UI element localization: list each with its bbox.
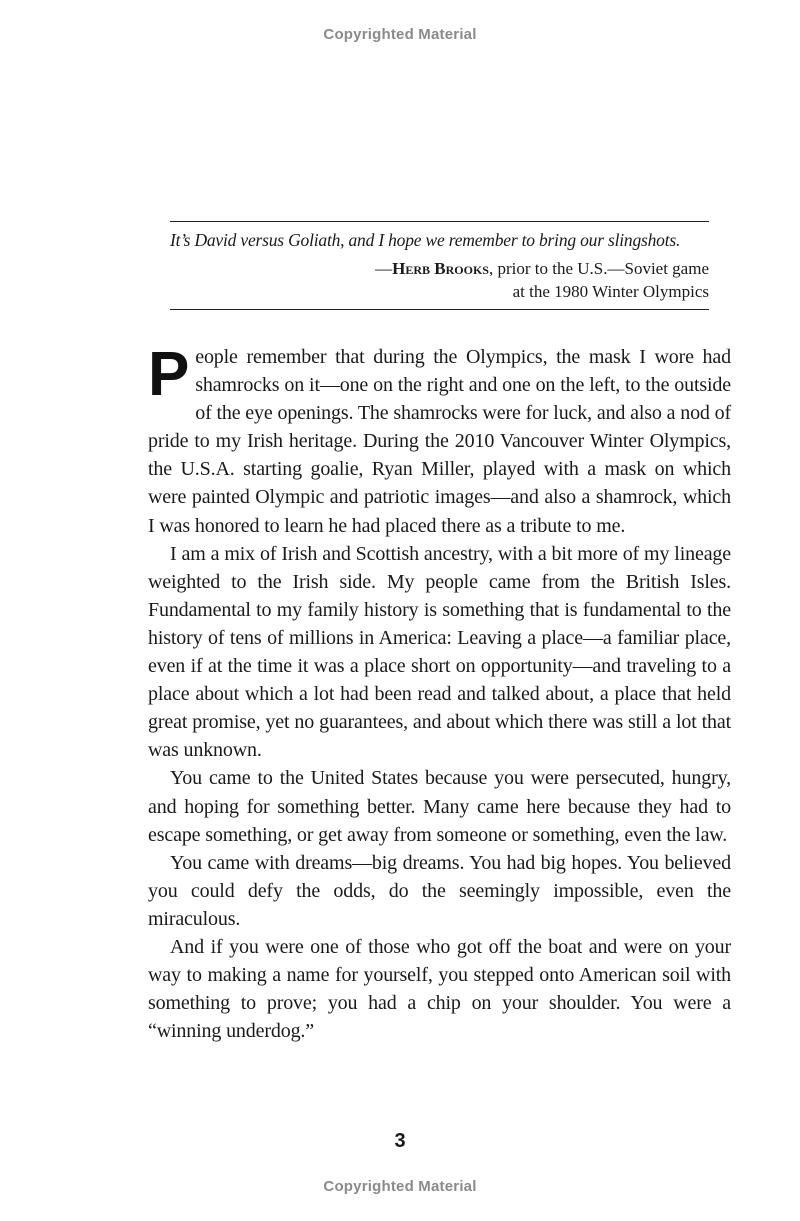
watermark-top: Copyrighted Material (323, 26, 477, 43)
epigraph-quote: It’s David versus Goliath, and I hope we remember to bring our slingshots. (170, 230, 681, 250)
attribution-context: , prior to the U.S.—Soviet game (488, 259, 709, 278)
chapter-body (148, 340, 731, 1045)
paragraph-1 (148, 340, 731, 540)
attribution-line-2: at the 1980 Winter Olympics (512, 282, 709, 301)
paragraph-1-text: eople remember that during the Olympics, the mask I wore had shamrocks on it—one on the right and one on the left, to the outside of the eye openings. The shamrocks were for luck, and also a nod of pride to my Irish heritage. During the 2010 Vancouver Winter Olympics, the U.S.A. starting goalie, Ryan Miller, played with a mask on which were painted Olympic and patriotic images—and also a shamrock, which I was honored to learn he had placed there as a tribute to me. (148, 346, 731, 537)
epigraph (170, 221, 709, 310)
paragraph-3: You came to the United States because you were persecuted, hungry, and hoping for something better. Many came here because they had to escape something, or get away from someone or something, even the law. (148, 767, 731, 846)
attribution-line-1 (170, 257, 709, 280)
watermark-bottom: Copyrighted Material (323, 1178, 477, 1195)
page-number: 3 (394, 1130, 406, 1152)
drop-cap: P (148, 340, 190, 409)
paragraph-2: I am a mix of Irish and Scottish ancestry, with a bit more of my lineage weighted to the Irish side. My people came from the British Isles. Fundamental to my family history is something that is fundamental to the history of tens of millions in America: Leaving a place—a familiar place, even if at the time it was a place short on opportunity—and traveling to a place about which a lot had been read and talked about, a place that held great promise, yet no guarantees, and about which there was still a lot that was unknown. (148, 542, 731, 762)
attribution-name: Herb Brooks (392, 259, 489, 278)
paragraph-5: And if you were one of those who got off the boat and were on your way to making a name for yourself, you stepped onto American soil with something to prove; you had a chip on your shoulder. You were a “winning underdog.” (148, 935, 731, 1043)
attribution-dash: — (375, 259, 393, 278)
paragraph-4: You came with dreams—big dreams. You had big hopes. You believed you could defy the odds, do the seemingly impossible, even the miraculous. (148, 851, 731, 930)
epigraph-attribution (170, 257, 709, 303)
